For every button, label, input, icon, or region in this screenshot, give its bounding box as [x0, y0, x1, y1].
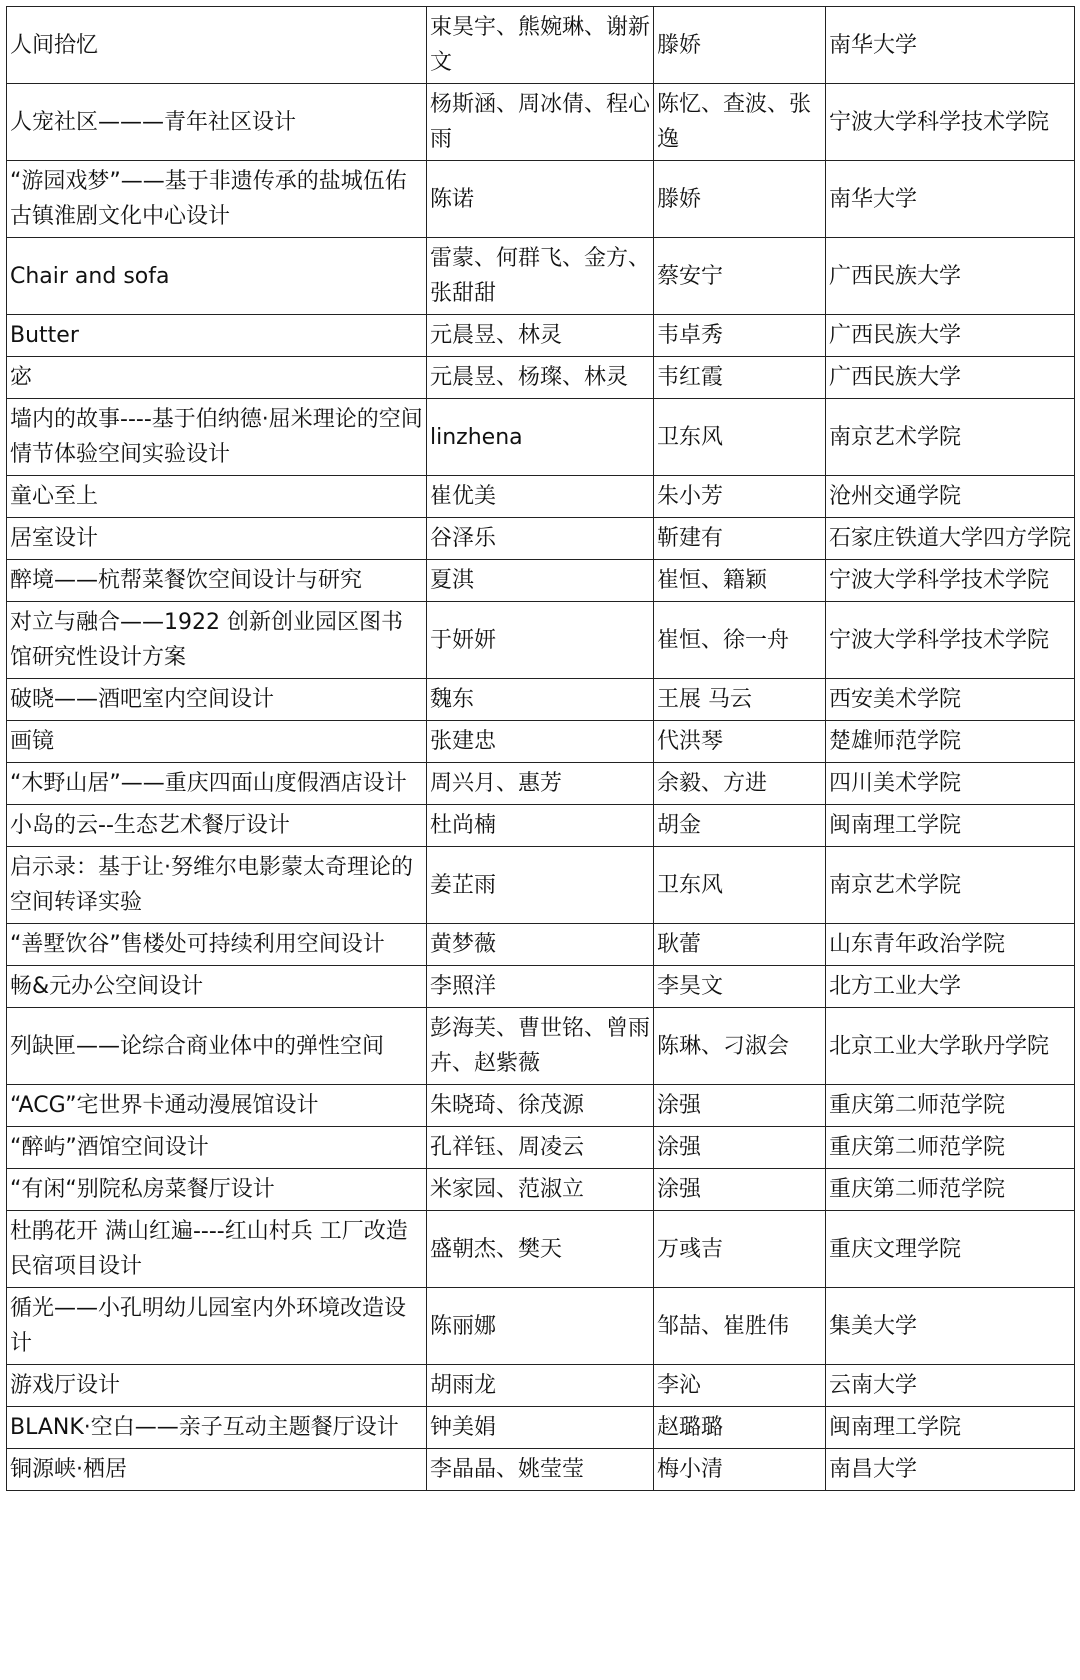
- advisor-cell: [654, 1008, 826, 1085]
- table-row: [7, 847, 1075, 924]
- work-title: 人宠社区———青年社区设计: [10, 109, 297, 135]
- advisor-cell: [654, 1365, 826, 1407]
- authors-cell: [427, 805, 654, 847]
- school-cell: [826, 1407, 1075, 1449]
- advisor: 李沁: [657, 1373, 702, 1398]
- advisor: 涂强: [657, 1177, 702, 1202]
- authors-cell: [427, 1288, 654, 1365]
- work-title: 小岛的云--生态艺术餐厅设计: [10, 813, 290, 838]
- authors: 魏东: [430, 687, 475, 712]
- table-row: [7, 721, 1075, 763]
- work-title: BLANK·空白——亲子互动主题餐厅设计: [10, 1415, 399, 1440]
- table-row: [7, 602, 1075, 679]
- advisor-cell: [654, 1127, 826, 1169]
- school-cell: [826, 518, 1075, 560]
- work-title: 循光——小孔明幼儿园室内外环境改造设计: [10, 1296, 407, 1356]
- advisor: 万彧吉: [657, 1236, 724, 1262]
- table-row: [7, 966, 1075, 1008]
- table-row: [7, 1008, 1075, 1085]
- authors: 钟美娟: [430, 1415, 497, 1440]
- authors: 杜尚楠: [430, 813, 497, 838]
- work-title-cell: [7, 399, 427, 476]
- work-title: 画镜: [10, 729, 55, 754]
- authors-cell: [427, 602, 654, 679]
- work-title: 铜源峡·栖居: [10, 1457, 127, 1482]
- school: 山东青年政治学院: [829, 932, 1006, 957]
- table-row: [7, 1407, 1075, 1449]
- authors: 元晨昱、林灵: [430, 323, 563, 348]
- advisor-cell: [654, 805, 826, 847]
- advisor-cell: [654, 924, 826, 966]
- award-list-table: [6, 6, 1075, 1491]
- authors: 崔优美: [430, 484, 497, 509]
- school: 重庆第二师范学院: [829, 1135, 1006, 1160]
- school-cell: [826, 721, 1075, 763]
- authors-cell: [427, 679, 654, 721]
- work-title-cell: [7, 315, 427, 357]
- work-title-cell: [7, 84, 427, 161]
- school: 重庆第二师范学院: [829, 1177, 1006, 1202]
- advisor: 陈忆、查波、张逸: [657, 92, 812, 152]
- advisor: 靳建有: [657, 526, 724, 551]
- authors: linzhena: [430, 424, 523, 450]
- authors-cell: [427, 476, 654, 518]
- advisor-cell: [654, 560, 826, 602]
- work-title-cell: [7, 1127, 427, 1169]
- advisor-cell: [654, 84, 826, 161]
- authors-cell: [427, 763, 654, 805]
- work-title-cell: [7, 805, 427, 847]
- advisor: 耿蕾: [657, 932, 702, 957]
- advisor-cell: [654, 847, 826, 924]
- work-title-cell: [7, 1407, 427, 1449]
- advisor: 卫东风: [657, 424, 724, 450]
- award-list-body: [7, 7, 1075, 1491]
- advisor-cell: [654, 315, 826, 357]
- work-title-cell: [7, 560, 427, 602]
- authors: 周兴月、惠芳: [430, 771, 563, 796]
- work-title: “ACG”宅世界卡通动漫展馆设计: [10, 1093, 319, 1118]
- school-cell: [826, 679, 1075, 721]
- school-cell: [826, 161, 1075, 238]
- authors-cell: [427, 721, 654, 763]
- table-row: [7, 399, 1075, 476]
- advisor: 李昊文: [657, 974, 724, 999]
- table-row: [7, 161, 1075, 238]
- school-cell: [826, 602, 1075, 679]
- authors: 雷蒙、何群飞、金方、张甜甜: [430, 246, 651, 306]
- authors: 杨斯涵、周冰倩、程心雨: [430, 92, 651, 152]
- work-title-cell: [7, 924, 427, 966]
- authors: 谷泽乐: [430, 526, 497, 551]
- school: 广西民族大学: [829, 365, 962, 390]
- authors: 夏淇: [430, 568, 475, 593]
- work-title: “有闲“别院私房菜餐厅设计: [10, 1177, 275, 1202]
- authors: 李晶晶、姚莹莹: [430, 1457, 585, 1482]
- work-title: 游戏厅设计: [10, 1373, 121, 1398]
- advisor-cell: [654, 161, 826, 238]
- advisor-cell: [654, 7, 826, 84]
- authors: 元晨昱、杨璨、林灵: [430, 365, 629, 390]
- advisor: 梅小清: [657, 1457, 724, 1482]
- authors-cell: [427, 238, 654, 315]
- advisor: 邹喆、崔胜伟: [657, 1313, 790, 1339]
- table-row: [7, 1169, 1075, 1211]
- advisor-cell: [654, 1449, 826, 1491]
- school: 南京艺术学院: [829, 424, 962, 450]
- work-title-cell: [7, 476, 427, 518]
- document-sheet: [6, 6, 1074, 1491]
- table-row: [7, 1365, 1075, 1407]
- work-title: 醉境——杭帮菜餐饮空间设计与研究: [10, 568, 363, 593]
- work-title-cell: [7, 1449, 427, 1491]
- school: 广西民族大学: [829, 323, 962, 348]
- work-title: 杜鹃花开 满山红遍----红山村兵 工厂改造民宿项目设计: [10, 1219, 408, 1279]
- work-title: Butter: [10, 323, 79, 348]
- advisor: 滕娇: [657, 186, 702, 212]
- table-row: [7, 560, 1075, 602]
- work-title-cell: [7, 238, 427, 315]
- school-cell: [826, 1085, 1075, 1127]
- advisor-cell: [654, 1085, 826, 1127]
- work-title: 宓: [10, 365, 33, 390]
- authors: 黄梦薇: [430, 932, 497, 957]
- work-title: 列缺匣——论综合商业体中的弹性空间: [10, 1033, 385, 1059]
- authors-cell: [427, 924, 654, 966]
- school: 石家庄铁道大学四方学院: [829, 526, 1072, 551]
- school: 重庆文理学院: [829, 1236, 962, 1262]
- school: 南京艺术学院: [829, 872, 962, 898]
- advisor-cell: [654, 1288, 826, 1365]
- work-title: 墙内的故事----基于伯纳德·屈米理论的空间情节体验空间实验设计: [10, 407, 423, 467]
- authors: 束昊宇、熊婉琳、谢新文: [430, 15, 651, 75]
- advisor: 赵璐璐: [657, 1415, 724, 1440]
- advisor-cell: [654, 679, 826, 721]
- advisor: 韦卓秀: [657, 323, 724, 348]
- work-title-cell: [7, 763, 427, 805]
- authors-cell: [427, 1211, 654, 1288]
- authors-cell: [427, 518, 654, 560]
- school: 南昌大学: [829, 1457, 918, 1482]
- authors: 陈丽娜: [430, 1313, 497, 1339]
- school-cell: [826, 560, 1075, 602]
- advisor-cell: [654, 238, 826, 315]
- school: 宁波大学科学技术学院: [829, 627, 1050, 653]
- school-cell: [826, 1008, 1075, 1085]
- work-title-cell: [7, 1085, 427, 1127]
- work-title-cell: [7, 1211, 427, 1288]
- school: 宁波大学科学技术学院: [829, 109, 1050, 135]
- work-title: 破晓——酒吧室内空间设计: [10, 687, 275, 712]
- authors-cell: [427, 1407, 654, 1449]
- advisor-cell: [654, 399, 826, 476]
- table-row: [7, 1288, 1075, 1365]
- school: 沧州交通学院: [829, 484, 962, 509]
- work-title-cell: [7, 1008, 427, 1085]
- school-cell: [826, 238, 1075, 315]
- work-title: 畅&元办公空间设计: [10, 974, 204, 999]
- school-cell: [826, 1365, 1075, 1407]
- authors-cell: [427, 357, 654, 399]
- school-cell: [826, 847, 1075, 924]
- advisor: 涂强: [657, 1093, 702, 1118]
- advisor: 涂强: [657, 1135, 702, 1160]
- authors-cell: [427, 560, 654, 602]
- school: 云南大学: [829, 1373, 918, 1398]
- advisor: 代洪琴: [657, 729, 724, 754]
- school: 西安美术学院: [829, 687, 962, 712]
- school: 四川美术学院: [829, 771, 962, 796]
- table-row: [7, 1085, 1075, 1127]
- authors: 陈诺: [430, 186, 475, 212]
- authors-cell: [427, 1365, 654, 1407]
- authors-cell: [427, 161, 654, 238]
- advisor-cell: [654, 602, 826, 679]
- advisor-cell: [654, 1407, 826, 1449]
- work-title: “醉屿”酒馆空间设计: [10, 1135, 209, 1160]
- authors: 盛朝杰、樊天: [430, 1236, 563, 1262]
- advisor: 卫东风: [657, 872, 724, 898]
- work-title: 童心至上: [10, 484, 99, 509]
- advisor: 滕娇: [657, 32, 702, 58]
- work-title: 启示录：基于让·努维尔电影蒙太奇理论的空间转译实验: [10, 855, 413, 915]
- table-row: [7, 1449, 1075, 1491]
- work-title-cell: [7, 161, 427, 238]
- authors-cell: [427, 1085, 654, 1127]
- authors: 胡雨龙: [430, 1373, 497, 1398]
- work-title-cell: [7, 602, 427, 679]
- authors-cell: [427, 847, 654, 924]
- work-title-cell: [7, 721, 427, 763]
- advisor-cell: [654, 763, 826, 805]
- school-cell: [826, 7, 1075, 84]
- table-row: [7, 1211, 1075, 1288]
- school-cell: [826, 476, 1075, 518]
- advisor: 崔恒、徐一舟: [657, 627, 790, 653]
- work-title: 人间拾忆: [10, 32, 99, 58]
- authors: 朱晓琦、徐茂源: [430, 1093, 585, 1118]
- advisor-cell: [654, 357, 826, 399]
- work-title-cell: [7, 357, 427, 399]
- authors-cell: [427, 1008, 654, 1085]
- authors-cell: [427, 966, 654, 1008]
- authors-cell: [427, 7, 654, 84]
- authors-cell: [427, 315, 654, 357]
- authors: 姜芷雨: [430, 872, 497, 898]
- school: 集美大学: [829, 1313, 918, 1339]
- work-title-cell: [7, 966, 427, 1008]
- authors: 彭海芙、曹世铭、曾雨卉、赵紫薇: [430, 1016, 651, 1076]
- school-cell: [826, 763, 1075, 805]
- school: 广西民族大学: [829, 263, 962, 289]
- school-cell: [826, 924, 1075, 966]
- school: 楚雄师范学院: [829, 729, 962, 754]
- school-cell: [826, 1127, 1075, 1169]
- work-title: “木野山居”——重庆四面山度假酒店设计: [10, 771, 407, 796]
- school-cell: [826, 1211, 1075, 1288]
- table-row: [7, 238, 1075, 315]
- work-title: 居室设计: [10, 526, 99, 551]
- school: 北方工业大学: [829, 974, 962, 999]
- authors: 李照洋: [430, 974, 497, 999]
- authors-cell: [427, 1127, 654, 1169]
- work-title: Chair and sofa: [10, 263, 170, 289]
- school: 闽南理工学院: [829, 1415, 962, 1440]
- school-cell: [826, 357, 1075, 399]
- advisor: 朱小芳: [657, 484, 724, 509]
- authors-cell: [427, 84, 654, 161]
- table-row: [7, 679, 1075, 721]
- school: 北京工业大学耿丹学院: [829, 1033, 1050, 1059]
- table-row: [7, 1127, 1075, 1169]
- school: 南华大学: [829, 186, 918, 212]
- advisor-cell: [654, 518, 826, 560]
- authors: 于妍妍: [430, 627, 497, 653]
- advisor-cell: [654, 721, 826, 763]
- table-row: [7, 476, 1075, 518]
- table-row: [7, 924, 1075, 966]
- work-title-cell: [7, 1288, 427, 1365]
- work-title-cell: [7, 679, 427, 721]
- table-row: [7, 357, 1075, 399]
- authors-cell: [427, 1449, 654, 1491]
- school-cell: [826, 1288, 1075, 1365]
- table-row: [7, 763, 1075, 805]
- work-title-cell: [7, 847, 427, 924]
- authors-cell: [427, 1169, 654, 1211]
- table-row: [7, 84, 1075, 161]
- work-title: 对立与融合——1922 创新创业园区图书馆研究性设计方案: [10, 610, 403, 670]
- authors: 米家园、范淑立: [430, 1177, 585, 1202]
- work-title-cell: [7, 7, 427, 84]
- advisor: 胡金: [657, 813, 702, 838]
- advisor: 崔恒、籍颖: [657, 568, 768, 593]
- school: 重庆第二师范学院: [829, 1093, 1006, 1118]
- advisor: 王展 马云: [657, 687, 752, 712]
- work-title-cell: [7, 1365, 427, 1407]
- work-title-cell: [7, 518, 427, 560]
- school: 南华大学: [829, 32, 918, 58]
- advisor-cell: [654, 476, 826, 518]
- school-cell: [826, 966, 1075, 1008]
- school-cell: [826, 1449, 1075, 1491]
- work-title: “善墅饮谷”售楼处可持续利用空间设计: [10, 932, 385, 957]
- advisor-cell: [654, 966, 826, 1008]
- advisor: 韦红霞: [657, 365, 724, 390]
- advisor: 陈琳、刁淑会: [657, 1033, 790, 1059]
- table-row: [7, 315, 1075, 357]
- table-row: [7, 518, 1075, 560]
- work-title-cell: [7, 1169, 427, 1211]
- table-row: [7, 805, 1075, 847]
- advisor-cell: [654, 1211, 826, 1288]
- authors: 张建忠: [430, 729, 497, 754]
- work-title: “游园戏梦”——基于非遗传承的盐城伍佑古镇淮剧文化中心设计: [10, 169, 407, 229]
- table-row: [7, 7, 1075, 84]
- advisor: 余毅、方进: [657, 771, 768, 796]
- school-cell: [826, 315, 1075, 357]
- authors: 孔祥钰、周凌云: [430, 1135, 585, 1160]
- advisor-cell: [654, 1169, 826, 1211]
- authors-cell: [427, 399, 654, 476]
- school-cell: [826, 805, 1075, 847]
- school-cell: [826, 84, 1075, 161]
- advisor: 蔡安宁: [657, 263, 724, 289]
- school: 闽南理工学院: [829, 813, 962, 838]
- school-cell: [826, 399, 1075, 476]
- school: 宁波大学科学技术学院: [829, 568, 1050, 593]
- school-cell: [826, 1169, 1075, 1211]
